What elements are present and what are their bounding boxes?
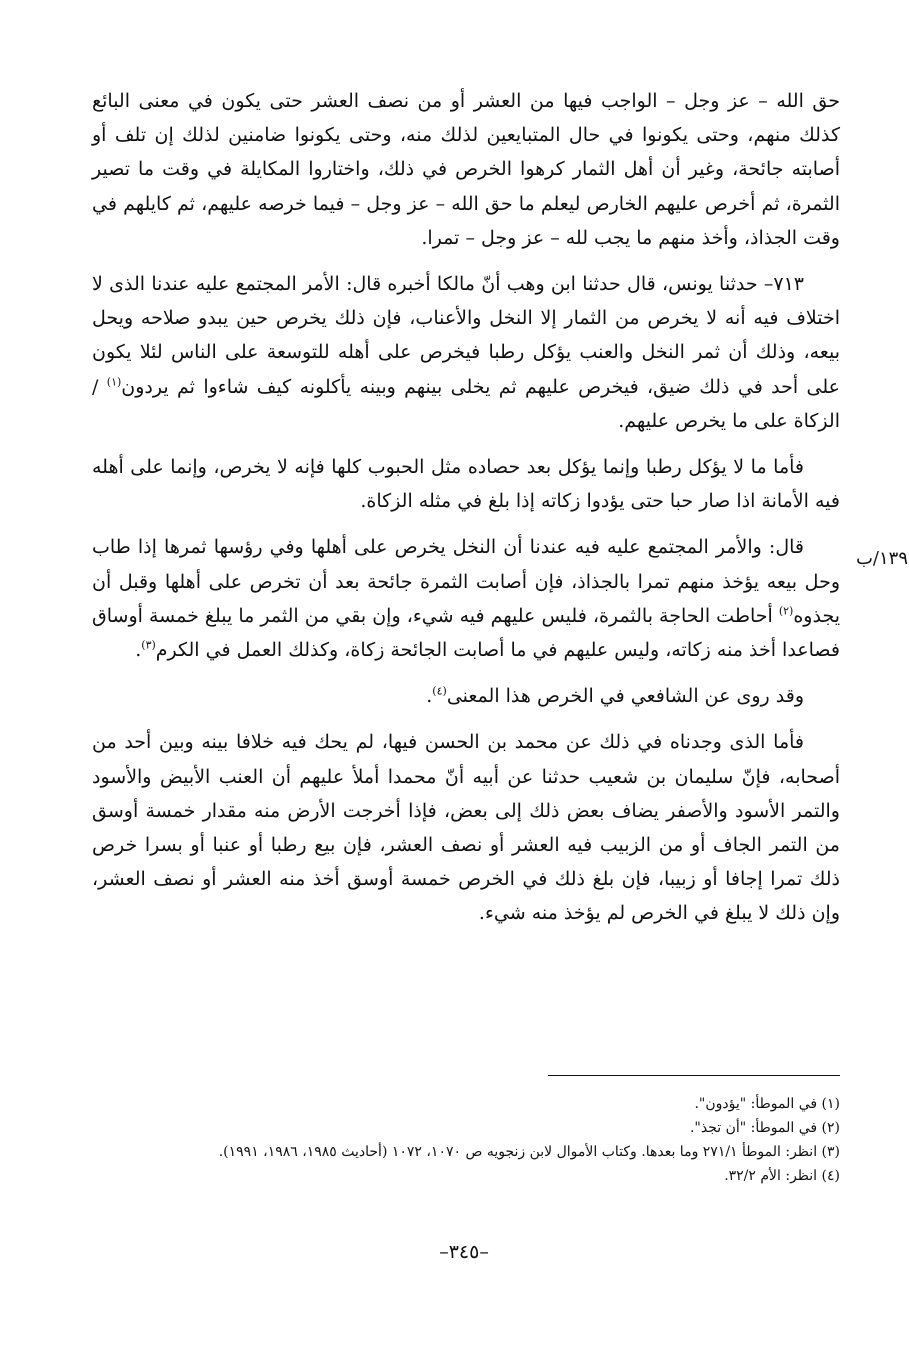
paragraph-3: فأما ما لا يؤكل رطبا وإنما يؤكل بعد حصاده مثل الحبوب كلها فإنه لا يخرص، وإنما على أهله فيه الأمانة اذا صار حبا حتى يؤدوا زكاته إذا بلغ في مثله الزكاة. bbox=[92, 456, 840, 513]
paragraph-6: فأما الذى وجدناه في ذلك عن محمد بن الحسن فيها، لم يحك فيه خلافا بينه وبين أحد من أصحابه، فإنّ سليمان بن شعيب حدثنا عن أبيه أنّ محمدا أملأ عليهم أن العنب الأبيض والأسود والتمر الأسود والأصفر يضاف بعض ذلك إلى بعض، فإذا أخرجت الأرض منه مقدار خمسة أوسق من التمر الجاف أو من الزبيب فيه العشر أو نصف العشر، فإن بيع رطبا أو عنبا أو بسرا خرص ذلك تمرا إجافا أو زبيبا، فإن بلغ ذلك في الخرص خمسة أوسق أخذ منه العشر أو نصف العشر، وإن ذلك لا يبلغ في الخرص لم يؤخذ منه شيء. bbox=[92, 731, 840, 925]
footnote-2: (٢) في الموطأ: "أن تجذ". bbox=[689, 1120, 840, 1136]
manuscript-folio-marker: ١٣٩/ب bbox=[855, 548, 908, 569]
paragraph-2: ٧١٣– حدثنا يونس، قال حدثنا ابن وهب أنّ مالكا أخبره قال: الأمر المجتمع عليه عندنا الذى لا اختلاف فيه أنه لا يخرص من الثمار إلا النخل والأعناب، فإن ذلك يخرص حين يبدو صلاحه ويحل بيعه، وذلك أن ثمر النخل والعنب يؤكل رطبا فيخرص على أهله للتوسعة على الناس لئلا يكون على أحد في ذلك ضيق، فيخرص عليهم ثم يخلى بينهم وبينه يأكلونه كيف شاءوا ثم يردون$^{(١)}$ / الزكاة على ما يخرص عليهم. bbox=[92, 273, 840, 432]
footnote-divider bbox=[548, 1075, 840, 1076]
footnote-ref-1: (١) bbox=[106, 375, 122, 389]
footnote-ref-2: (٢) bbox=[778, 604, 794, 618]
footnote-4: (٤) انظر: الأم ٣٢/٢. bbox=[724, 1168, 840, 1184]
paragraph-1: حق الله – عز وجل – الواجب فيها من العشر أو من نصف العشر حتى يكون في معنى البائع كذلك منهم، وحتى يكونوا في حال المتبايعين لذلك منه، وحتى يكونوا ضامنين لذلك إن تلف أو أصابته جائحة، وغير أن أهل الثمار كرهوا الخرص في ذلك، واختاروا المكايلة في وقت ما تصير الثمرة، ثم أخرص عليهم الخارص ليعلم ما حق الله – عز وجل – فيما خرصه عليهم، ثم كايلهم في وقت الجذاذ، وأخذ منهم ما يجب لله – عز وجل – تمرا. bbox=[92, 90, 840, 249]
paragraph-5: وقد روى عن الشافعي في الخرص هذا المعنى$^{(٤)}$. bbox=[426, 684, 804, 708]
footnote-3: (٣) انظر: الموطأ ٢٧١/١ وما بعدها. وكتاب الأموال لابن زنجويه ص ١٠٧٠، ١٠٧٢ (أحاديث ١٩٨٥، ١٩٨٦، ١٩٩١). bbox=[218, 1144, 840, 1160]
footnote-ref-4: (٤) bbox=[432, 684, 447, 698]
paragraph-4: قال: والأمر المجتمع عليه فيه عندنا أن النخل يخرص على أهلها وفي رؤسها ثمرها إذا طاب وحل بيعه يؤخذ منهم تمرا بالجذاذ، فإن أصابت الثمرة جائحة بعد أن تخرص على أهلها وقبل أن يجذوه$^{(٢)}$ أحاطت الحاجة بالثمرة، فليس عليهم فيه شيء، وإن بقي من الثمر ما يبلغ خمسة أوساق فصاعدا أخذ منه زكاته، وليس عليهم في ما أصابت الجائحة زكاة، وكذلك العمل في الكرم$^{(٣)}$. bbox=[92, 536, 840, 662]
footnote-1: (١) في الموطأ: "يؤدون". bbox=[694, 1096, 840, 1112]
footnotes bbox=[92, 1092, 840, 1188]
footnote-ref-3: (٣) bbox=[141, 638, 156, 652]
page-number: –٣٤٥– bbox=[439, 1241, 489, 1263]
main-text bbox=[92, 84, 840, 943]
